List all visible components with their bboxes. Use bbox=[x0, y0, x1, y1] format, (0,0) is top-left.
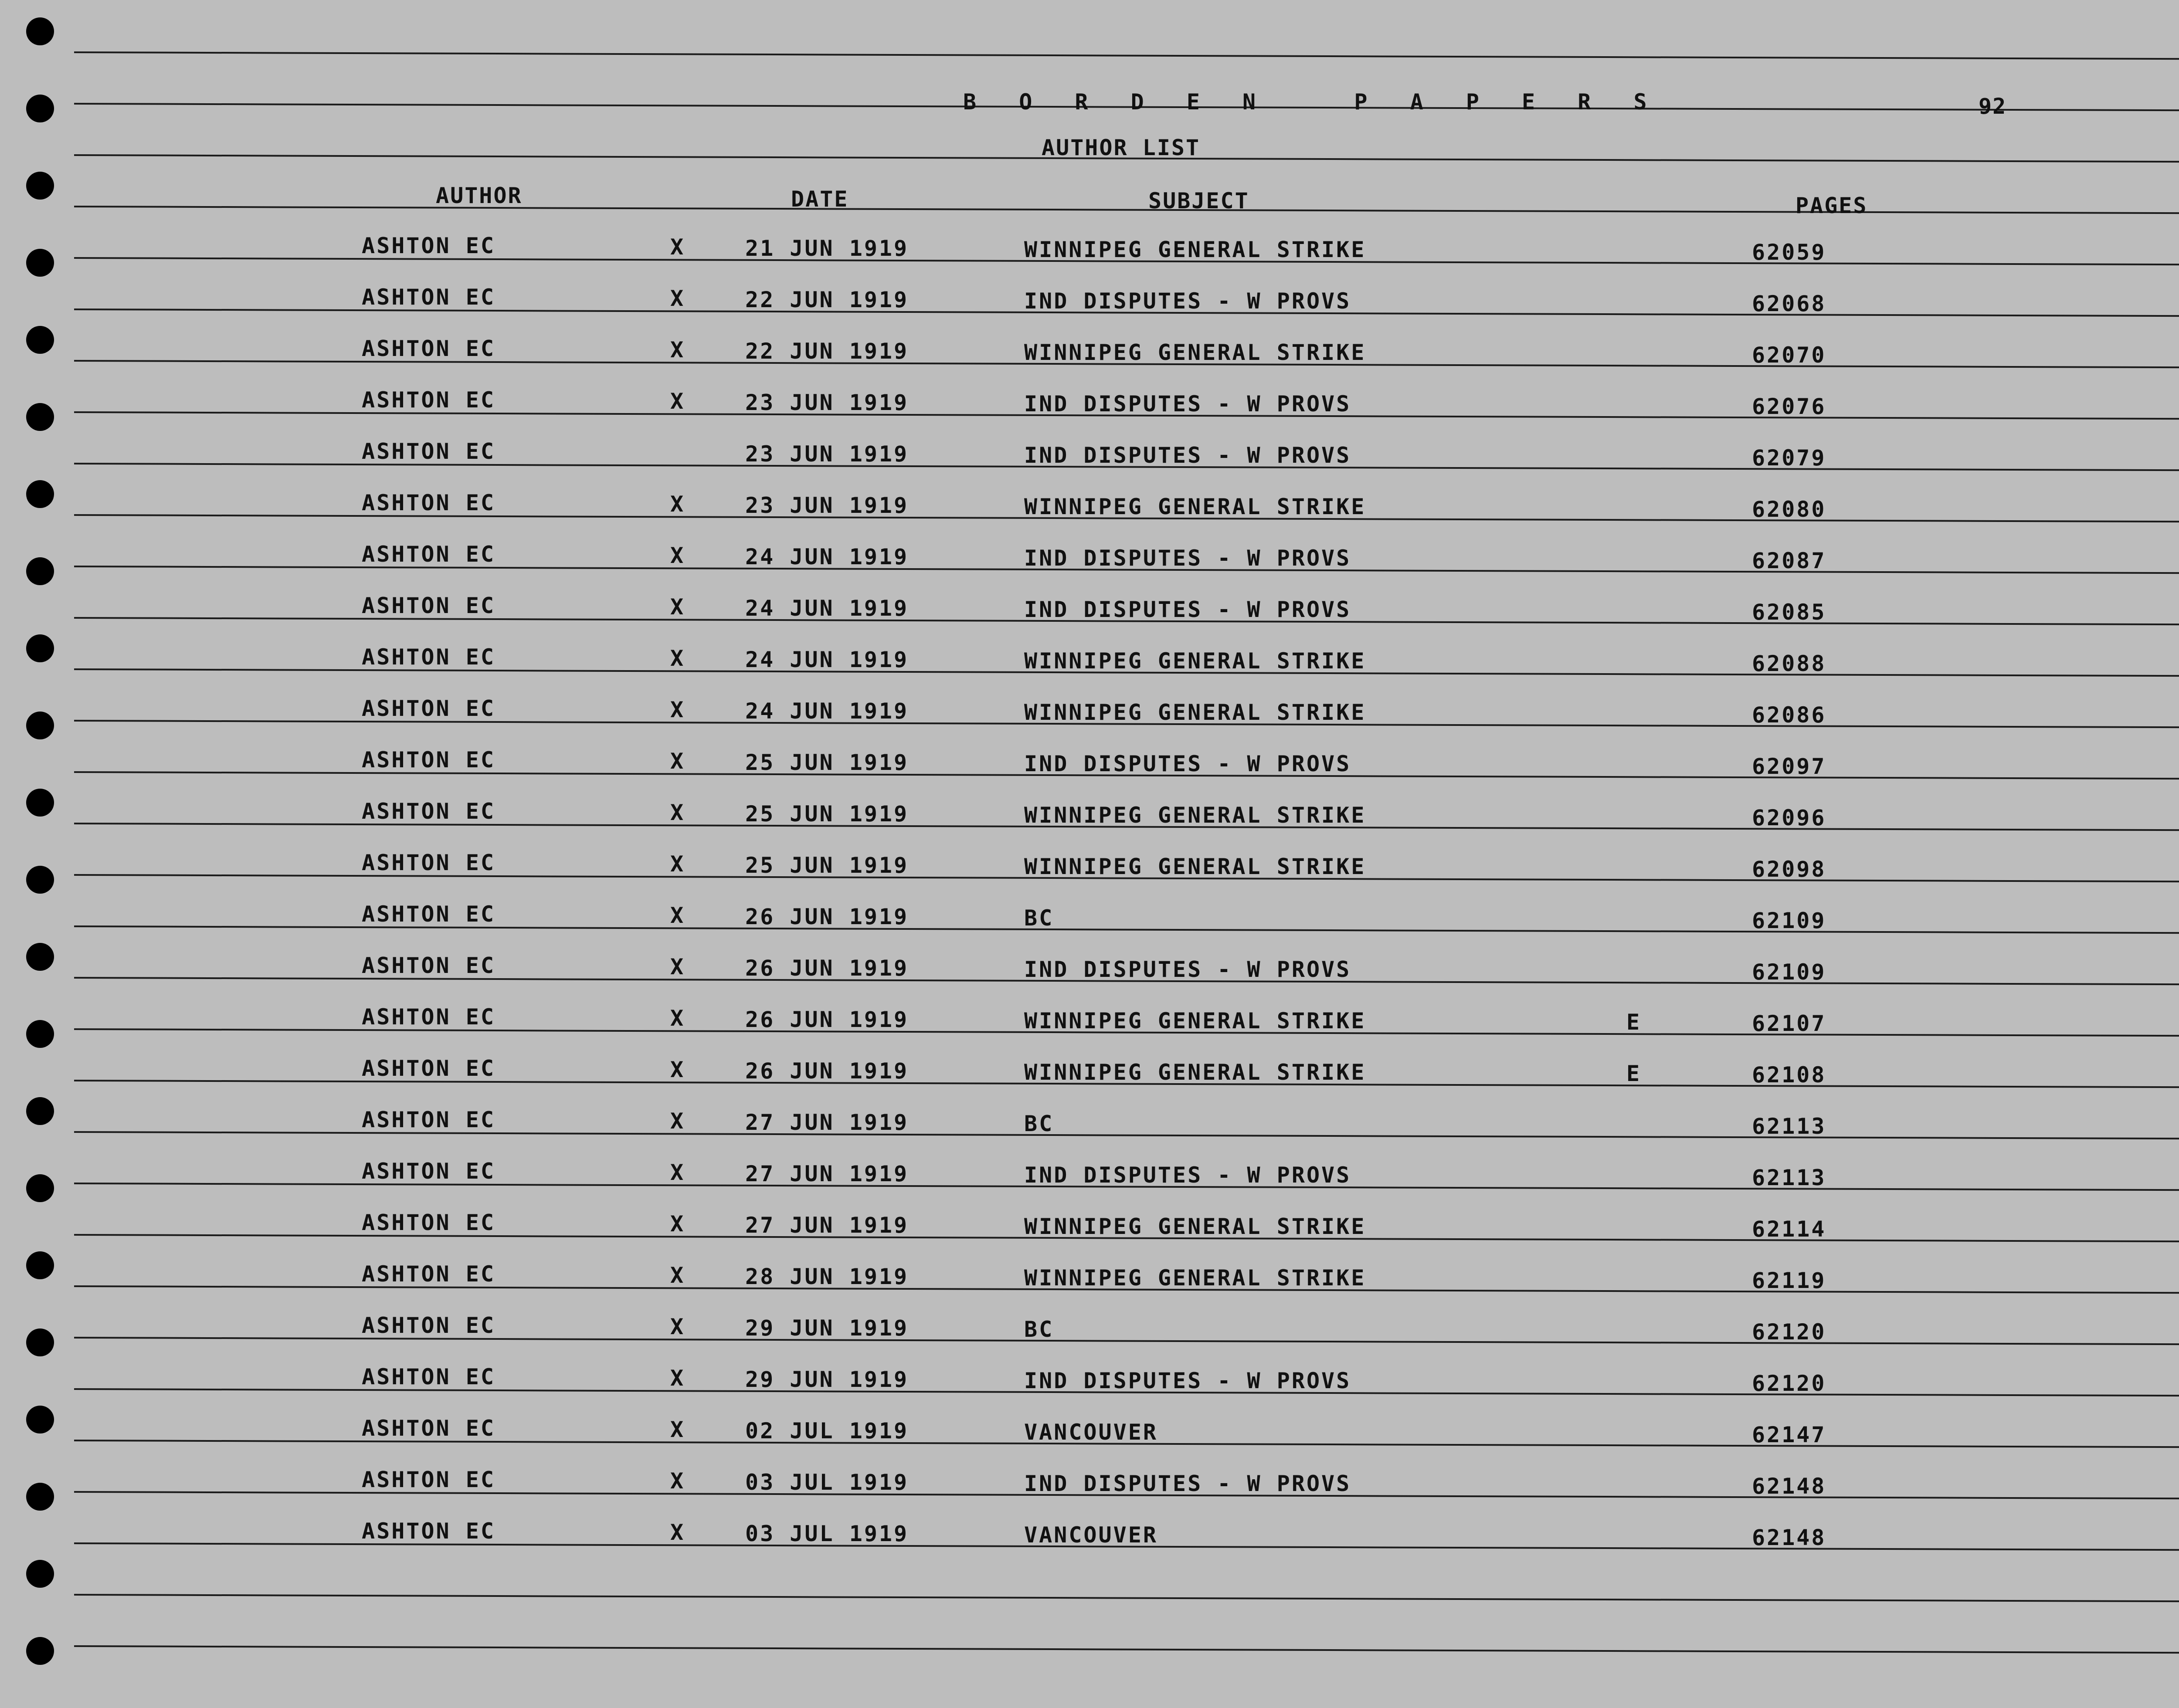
flag-cell: X bbox=[670, 337, 686, 363]
date-cell: 25 JUN 1919 bbox=[745, 801, 909, 827]
tractor-hole-icon bbox=[26, 1251, 54, 1279]
tractor-hole-icon bbox=[26, 1637, 54, 1665]
author-cell: ASHTON EC bbox=[362, 1056, 496, 1081]
pages-cell: 62113 bbox=[1752, 1114, 1826, 1139]
pages-cell: 62108 bbox=[1752, 1062, 1826, 1088]
author-cell: ASHTON EC bbox=[362, 1261, 496, 1287]
author-cell: ASHTON EC bbox=[362, 1159, 496, 1184]
author-cell: ASHTON EC bbox=[362, 644, 496, 670]
author-cell: ASHTON EC bbox=[362, 490, 496, 515]
column-header-pages: PAGES bbox=[1795, 193, 1868, 218]
date-cell: 03 JUL 1919 bbox=[745, 1521, 909, 1546]
author-cell: ASHTON EC bbox=[362, 1416, 496, 1441]
page-number: 92 bbox=[1979, 94, 2007, 119]
date-cell: 24 JUN 1919 bbox=[745, 698, 909, 724]
ruled-line bbox=[74, 1594, 2179, 1603]
flag-cell: X bbox=[670, 491, 686, 517]
tractor-hole-icon bbox=[26, 249, 54, 277]
subject-cell: WINNIPEG GENERAL STRIKE bbox=[1024, 340, 1366, 365]
pages-cell: 62107 bbox=[1752, 1011, 1826, 1036]
pages-cell: 62120 bbox=[1752, 1319, 1826, 1345]
date-cell: 27 JUN 1919 bbox=[745, 1110, 909, 1135]
subject-cell: IND DISPUTES - W PROVS bbox=[1024, 597, 1351, 622]
author-cell: ASHTON EC bbox=[362, 1107, 496, 1132]
date-cell: 23 JUN 1919 bbox=[745, 441, 909, 467]
date-cell: 21 JUN 1919 bbox=[745, 236, 909, 261]
date-cell: 25 JUN 1919 bbox=[745, 750, 909, 775]
pages-cell: 62088 bbox=[1752, 651, 1826, 676]
date-cell: 03 JUL 1919 bbox=[745, 1470, 909, 1495]
author-cell: ASHTON EC bbox=[362, 1313, 496, 1338]
subject-cell: WINNIPEG GENERAL STRIKE bbox=[1024, 494, 1366, 519]
subject-cell: BC bbox=[1024, 905, 1054, 931]
pages-cell: 62059 bbox=[1752, 240, 1826, 265]
subject-cell: WINNIPEG GENERAL STRIKE bbox=[1024, 237, 1366, 262]
pages-cell: 62120 bbox=[1752, 1371, 1826, 1396]
flag-cell: X bbox=[670, 1057, 686, 1082]
tractor-hole-icon bbox=[26, 17, 54, 45]
author-cell: ASHTON EC bbox=[362, 953, 496, 978]
flag-cell: X bbox=[670, 1314, 686, 1339]
author-cell: ASHTON EC bbox=[362, 1518, 496, 1544]
flag-cell: X bbox=[670, 1417, 686, 1442]
subject-cell: IND DISPUTES - W PROVS bbox=[1024, 1471, 1351, 1496]
flag-cell: X bbox=[670, 1468, 686, 1494]
date-cell: 24 JUN 1919 bbox=[745, 544, 909, 569]
flag-cell: X bbox=[670, 234, 686, 260]
subject-cell: VANCOUVER bbox=[1024, 1420, 1158, 1445]
date-cell: 24 JUN 1919 bbox=[745, 596, 909, 621]
left-tractor-strip bbox=[0, 0, 61, 1708]
tractor-hole-icon bbox=[26, 789, 54, 817]
pages-cell: 62097 bbox=[1752, 754, 1826, 779]
tractor-hole-icon bbox=[26, 1174, 54, 1202]
tractor-hole-icon bbox=[26, 95, 54, 122]
tractor-hole-icon bbox=[26, 480, 54, 508]
pages-cell: 62076 bbox=[1752, 394, 1826, 419]
flag-cell: X bbox=[670, 1108, 686, 1134]
pages-cell: 62109 bbox=[1752, 959, 1826, 985]
subject-cell: WINNIPEG GENERAL STRIKE bbox=[1024, 700, 1366, 725]
pages-cell: 62114 bbox=[1752, 1217, 1826, 1242]
flag-cell: X bbox=[670, 594, 686, 620]
author-cell: ASHTON EC bbox=[362, 439, 496, 464]
column-header-author: AUTHOR bbox=[436, 183, 523, 208]
author-cell: ASHTON EC bbox=[362, 799, 496, 824]
pages-cell: 62119 bbox=[1752, 1268, 1826, 1293]
subject-cell: IND DISPUTES - W PROVS bbox=[1024, 288, 1351, 314]
subject-cell: WINNIPEG GENERAL STRIKE bbox=[1024, 1214, 1366, 1239]
pages-cell: 62087 bbox=[1752, 548, 1826, 573]
flag-cell: X bbox=[670, 749, 686, 774]
subject-cell: WINNIPEG GENERAL STRIKE bbox=[1024, 803, 1366, 828]
author-cell: ASHTON EC bbox=[362, 901, 496, 927]
flag-cell: X bbox=[670, 954, 686, 979]
pages-cell: 62147 bbox=[1752, 1422, 1826, 1447]
date-cell: 29 JUN 1919 bbox=[745, 1367, 909, 1392]
tractor-hole-icon bbox=[26, 172, 54, 200]
flag-cell: X bbox=[670, 286, 686, 311]
flag-cell: X bbox=[670, 543, 686, 568]
pages-cell: 62109 bbox=[1752, 908, 1826, 933]
date-cell: 23 JUN 1919 bbox=[745, 493, 909, 518]
author-cell: ASHTON EC bbox=[362, 233, 496, 258]
pages-cell: 62085 bbox=[1752, 600, 1826, 625]
flag-cell: X bbox=[670, 851, 686, 877]
flag-cell: X bbox=[670, 1160, 686, 1185]
date-cell: 26 JUN 1919 bbox=[745, 1058, 909, 1084]
date-cell: 29 JUN 1919 bbox=[745, 1315, 909, 1341]
author-cell: ASHTON EC bbox=[362, 285, 496, 310]
flag-cell: X bbox=[670, 389, 686, 414]
tractor-hole-icon bbox=[26, 557, 54, 585]
pages-cell: 62079 bbox=[1752, 445, 1826, 471]
subject-cell: WINNIPEG GENERAL STRIKE bbox=[1024, 1265, 1366, 1291]
tractor-hole-icon bbox=[26, 1020, 54, 1048]
subject-cell: IND DISPUTES - W PROVS bbox=[1024, 1162, 1351, 1188]
tractor-hole-icon bbox=[26, 1406, 54, 1434]
flag-cell: X bbox=[670, 1006, 686, 1031]
subject-cell: IND DISPUTES - W PROVS bbox=[1024, 1368, 1351, 1393]
ruled-line bbox=[74, 1645, 2179, 1654]
tractor-hole-icon bbox=[26, 866, 54, 894]
subject-cell: BC bbox=[1024, 1111, 1054, 1136]
flag-cell: X bbox=[670, 1263, 686, 1288]
subject-cell: IND DISPUTES - W PROVS bbox=[1024, 751, 1351, 776]
flag-cell: X bbox=[670, 800, 686, 825]
author-cell: ASHTON EC bbox=[362, 1467, 496, 1492]
ruled-line bbox=[74, 51, 2179, 60]
tractor-hole-icon bbox=[26, 326, 54, 354]
note-cell: E bbox=[1626, 1061, 1642, 1086]
date-cell: 26 JUN 1919 bbox=[745, 904, 909, 929]
date-cell: 02 JUL 1919 bbox=[745, 1418, 909, 1444]
pages-cell: 62148 bbox=[1752, 1525, 1826, 1550]
author-cell: ASHTON EC bbox=[362, 387, 496, 413]
tractor-hole-icon bbox=[26, 1328, 54, 1356]
subject-cell: WINNIPEG GENERAL STRIKE bbox=[1024, 854, 1366, 879]
author-cell: ASHTON EC bbox=[362, 1210, 496, 1235]
date-cell: 22 JUN 1919 bbox=[745, 339, 909, 364]
note-cell: E bbox=[1626, 1010, 1642, 1035]
flag-cell: X bbox=[670, 646, 686, 671]
author-cell: ASHTON EC bbox=[362, 542, 496, 567]
date-cell: 23 JUN 1919 bbox=[745, 390, 909, 415]
tractor-hole-icon bbox=[26, 634, 54, 662]
author-cell: ASHTON EC bbox=[362, 593, 496, 618]
column-header-subject: SUBJECT bbox=[1148, 188, 1249, 214]
pages-cell: 62113 bbox=[1752, 1165, 1826, 1190]
author-cell: ASHTON EC bbox=[362, 1004, 496, 1030]
date-cell: 25 JUN 1919 bbox=[745, 853, 909, 878]
pages-cell: 62086 bbox=[1752, 702, 1826, 728]
tractor-hole-icon bbox=[26, 1097, 54, 1125]
subject-cell: IND DISPUTES - W PROVS bbox=[1024, 391, 1351, 417]
pages-cell: 62148 bbox=[1752, 1474, 1826, 1499]
tractor-hole-icon bbox=[26, 1483, 54, 1511]
author-cell: ASHTON EC bbox=[362, 850, 496, 875]
date-cell: 24 JUN 1919 bbox=[745, 647, 909, 672]
tractor-hole-icon bbox=[26, 1560, 54, 1588]
date-cell: 27 JUN 1919 bbox=[745, 1213, 909, 1238]
tractor-hole-icon bbox=[26, 712, 54, 739]
pages-cell: 62068 bbox=[1752, 291, 1826, 316]
flag-cell: X bbox=[670, 1520, 686, 1545]
date-cell: 26 JUN 1919 bbox=[745, 956, 909, 981]
flag-cell: X bbox=[670, 1366, 686, 1391]
subject-cell: IND DISPUTES - W PROVS bbox=[1024, 957, 1351, 982]
document-subtitle: AUTHOR LIST bbox=[1042, 135, 1201, 160]
pages-cell: 62080 bbox=[1752, 497, 1826, 522]
pages-cell: 62098 bbox=[1752, 857, 1826, 882]
author-cell: ASHTON EC bbox=[362, 336, 496, 361]
author-cell: ASHTON EC bbox=[362, 1364, 496, 1389]
subject-cell: IND DISPUTES - W PROVS bbox=[1024, 443, 1351, 468]
flag-cell: X bbox=[670, 903, 686, 928]
flag-cell: X bbox=[670, 1211, 686, 1237]
subject-cell: VANCOUVER bbox=[1024, 1522, 1158, 1548]
date-cell: 27 JUN 1919 bbox=[745, 1161, 909, 1186]
date-cell: 28 JUN 1919 bbox=[745, 1264, 909, 1289]
column-header-date: DATE bbox=[791, 186, 849, 212]
date-cell: 26 JUN 1919 bbox=[745, 1007, 909, 1032]
flag-cell: X bbox=[670, 697, 686, 722]
tractor-hole-icon bbox=[26, 403, 54, 431]
subject-cell: WINNIPEG GENERAL STRIKE bbox=[1024, 1008, 1366, 1034]
author-cell: ASHTON EC bbox=[362, 747, 496, 773]
tractor-hole-icon bbox=[26, 943, 54, 971]
author-cell: ASHTON EC bbox=[362, 696, 496, 721]
document-title: B O R D E N P A P E R S bbox=[963, 89, 1662, 115]
subject-cell: BC bbox=[1024, 1317, 1054, 1342]
subject-cell: IND DISPUTES - W PROVS bbox=[1024, 546, 1351, 571]
pages-cell: 62096 bbox=[1752, 805, 1826, 830]
date-cell: 22 JUN 1919 bbox=[745, 287, 909, 312]
subject-cell: WINNIPEG GENERAL STRIKE bbox=[1024, 648, 1366, 674]
subject-cell: WINNIPEG GENERAL STRIKE bbox=[1024, 1060, 1366, 1085]
pages-cell: 62070 bbox=[1752, 342, 1826, 368]
